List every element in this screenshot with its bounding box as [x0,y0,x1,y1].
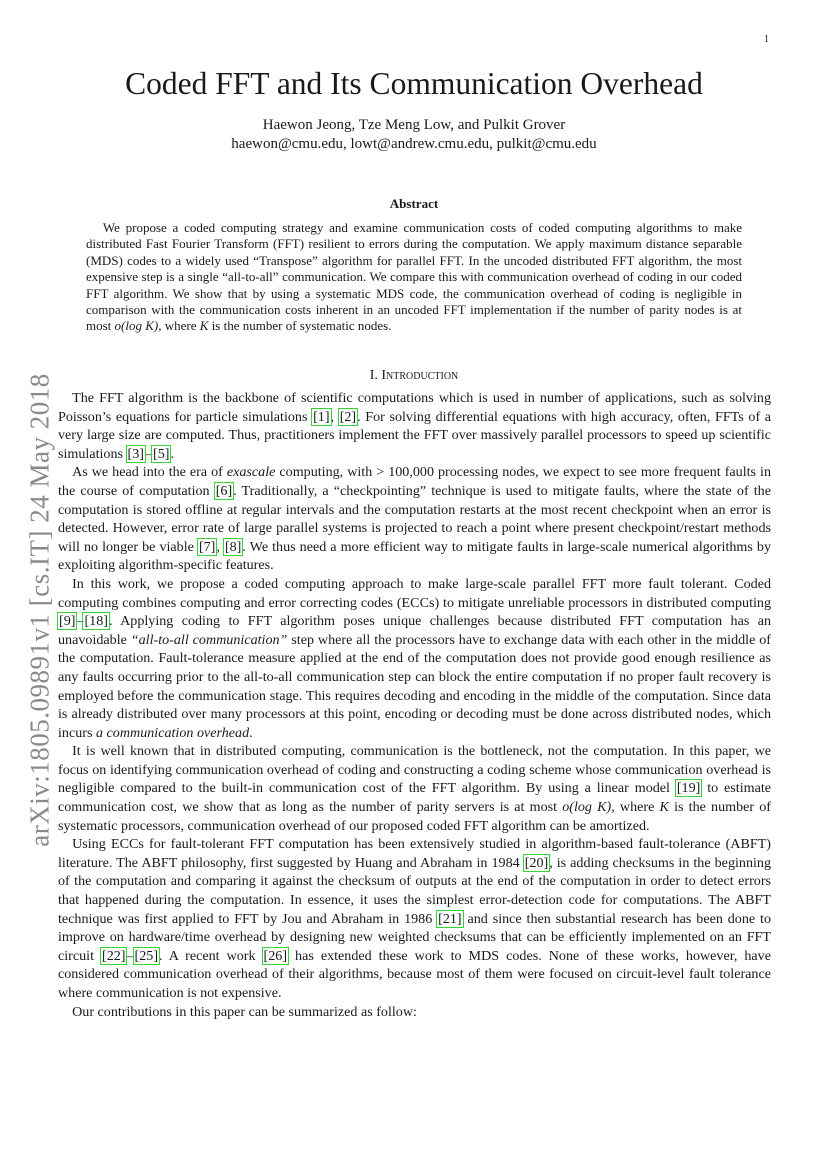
introduction-body [58,389,771,1021]
citation-link[interactable]: [25] [134,947,159,964]
paragraph: Using ECCs for fault-tolerant FFT computation has been extensively studied in algorithm-based fault-tolerance (ABFT) literature. The ABFT philosophy, first suggested by Huang and Abraham in 1984 [20], is adding checksums in the beginning of the computation and comparing it against the checksum of outputs at the end of the computation in order to detect errors that happened during the computation. In essence, it uses the simplest error-detection code for computations. The ABFT technique was first applied to FFT by Jou and Abraham in 1986 [21] and since then substantial research has been done to improve on hardware/time overhead by designing new weighted checksums that can be efficiently implemented on an FFT circuit [22]–[25]. A recent work [26] has extended these work to MDS codes. None of these works, however, have considered communication overhead of their algorithms, because most of them were focused on circuit-level fault tolerance where communication is not expensive. [58,836,772,1001]
citation-link[interactable]: [22] [102,947,126,964]
arxiv-stamp: arXiv:1805.09891v1 [cs.IT] 24 May 2018 [24,373,55,847]
citation-link[interactable]: [7] [198,538,216,555]
citation-link[interactable]: [19] [676,780,701,797]
citation-link[interactable]: [6] [215,482,233,499]
citation-link[interactable]: [1] [313,408,330,425]
citation-link[interactable]: [20] [524,854,549,871]
paragraph: Our contributions in this paper can be summarized as follow: [72,1003,417,1020]
author-emails: haewon@cmu.edu, lowt@andrew.cmu.edu, pulkit@cmu.edu [231,136,597,152]
section-heading [0,368,828,384]
math-inline: o(log K) [114,318,159,334]
author-list: Haewon Jeong, Tze Meng Low, and Pulkit Grover [262,117,566,133]
paragraph: As we head into the era of exascale computing, with > 100,000 processing nodes, we expect to see more frequent faults in the course of computation [6]. Traditionally, a “checkpointing” technique is used to mitigate faults, where the state of the computation is stored offline at regular intervals and the computation restarts at the most recent checkpoint when an error is detected. However, error rate of large parallel systems is projected to reach a point where present checkpoint/restart methods will no longer be viable [7], [8]. We thus need a more efficient way to mitigate faults in large-scale numerical algorithms by exploiting algorithm-specific features. [58,464,771,574]
math-inline: K [199,318,209,334]
emphasis: a communication overhead [95,724,250,741]
paragraph: The FFT algorithm is the backbone of scientific computations which is used in number of applications, such as solving Poisson’s equations for particle simulations [1], [2]. For solving differential equations with high accuracy, often, FFTs of a very large size are computed. Thus, practitioners implement the FFT over massively parallel processors to speed up scientific simulations [3]–[5]. [58,390,772,462]
citation-link[interactable]: [2] [339,408,357,425]
abstract-body: We propose a coded computing strategy and examine communication costs of coded computing algorithms to make distributed Fast Fourier Transform (FFT) resilient to errors during the computation. We apply maximum distance separable (MDS) codes to a widely used “Transpose” algorithm for parallel FFT. In the uncoded distributed FFT algorithm, the most expensive step is a single “all-to-all” communication. We compare this with communication overhead of coding in our coded FFT algorithm. We show that by using a systematic MDS code, the communication overhead of coding is negligible in comparison with the communication costs inherent in an uncoded FFT implementation if the number of parity nodes is at most o(log K), where K is the number of systematic nodes. [86,220,742,334]
math-inline: o(log K) [562,799,612,816]
citation-link[interactable]: [5] [153,445,170,462]
paragraph: In this work, we propose a coded computing approach to make large-scale parallel FFT more fault tolerant. Coded computing combines computing and error correcting codes (ECCs) to mitigate unreliable processors in distributed computing [9]–[18]. Applying coding to FFT algorithm poses unique challenges because distributed FFT computation has an unavoidable “all-to-all communication” step where all the processors have to exchange data with each other in the middle of the computation. Fault-tolerance measure applied at the end of the computation does not provide good enough resilience as any faults occurring prior to the all-to-all communication step can block the entire computation if no proper fault recovery is employed before the communication stage. This requires decoding and encoding in the middle of the computation. Since data is already distributed over many processors at this point, encoding or decoding must be done across distributed nodes, which incurs a communication overhead. [58,575,772,741]
citation-link[interactable]: [8] [224,538,242,555]
section-number: I. [369,368,378,383]
citation-link[interactable]: [18] [84,613,108,630]
citation-link[interactable]: [26] [263,947,288,964]
page-number: 1 [764,34,769,45]
emphasis: “all-to-all communication” [130,631,288,648]
section-title: Introduction [381,368,459,383]
math-inline: K [659,799,669,816]
paragraph: It is well known that in distributed computing, communication is the bottleneck, not the computation. In this paper, we focus on identifying communication overhead of coding and constructing a coding scheme whose communication overhead is negligible compared to the built-in communication cost of the FFT algorithm. By using a linear model [19] to estimate communication cost, we show that as long as the number of parity servers is at most o(log K), where K is the number of systematic processors, communication overhead of our proposed coded FFT algorithm can be amortized. [58,743,771,834]
paper-title: Coded FFT and Its Communication Overhead [125,66,703,101]
abstract-heading: Abstract [389,196,439,211]
citation-link[interactable]: [9] [59,613,76,630]
citation-link[interactable]: [21] [438,910,462,927]
emphasis: exascale [226,464,276,481]
citation-link[interactable]: [3] [127,445,144,462]
